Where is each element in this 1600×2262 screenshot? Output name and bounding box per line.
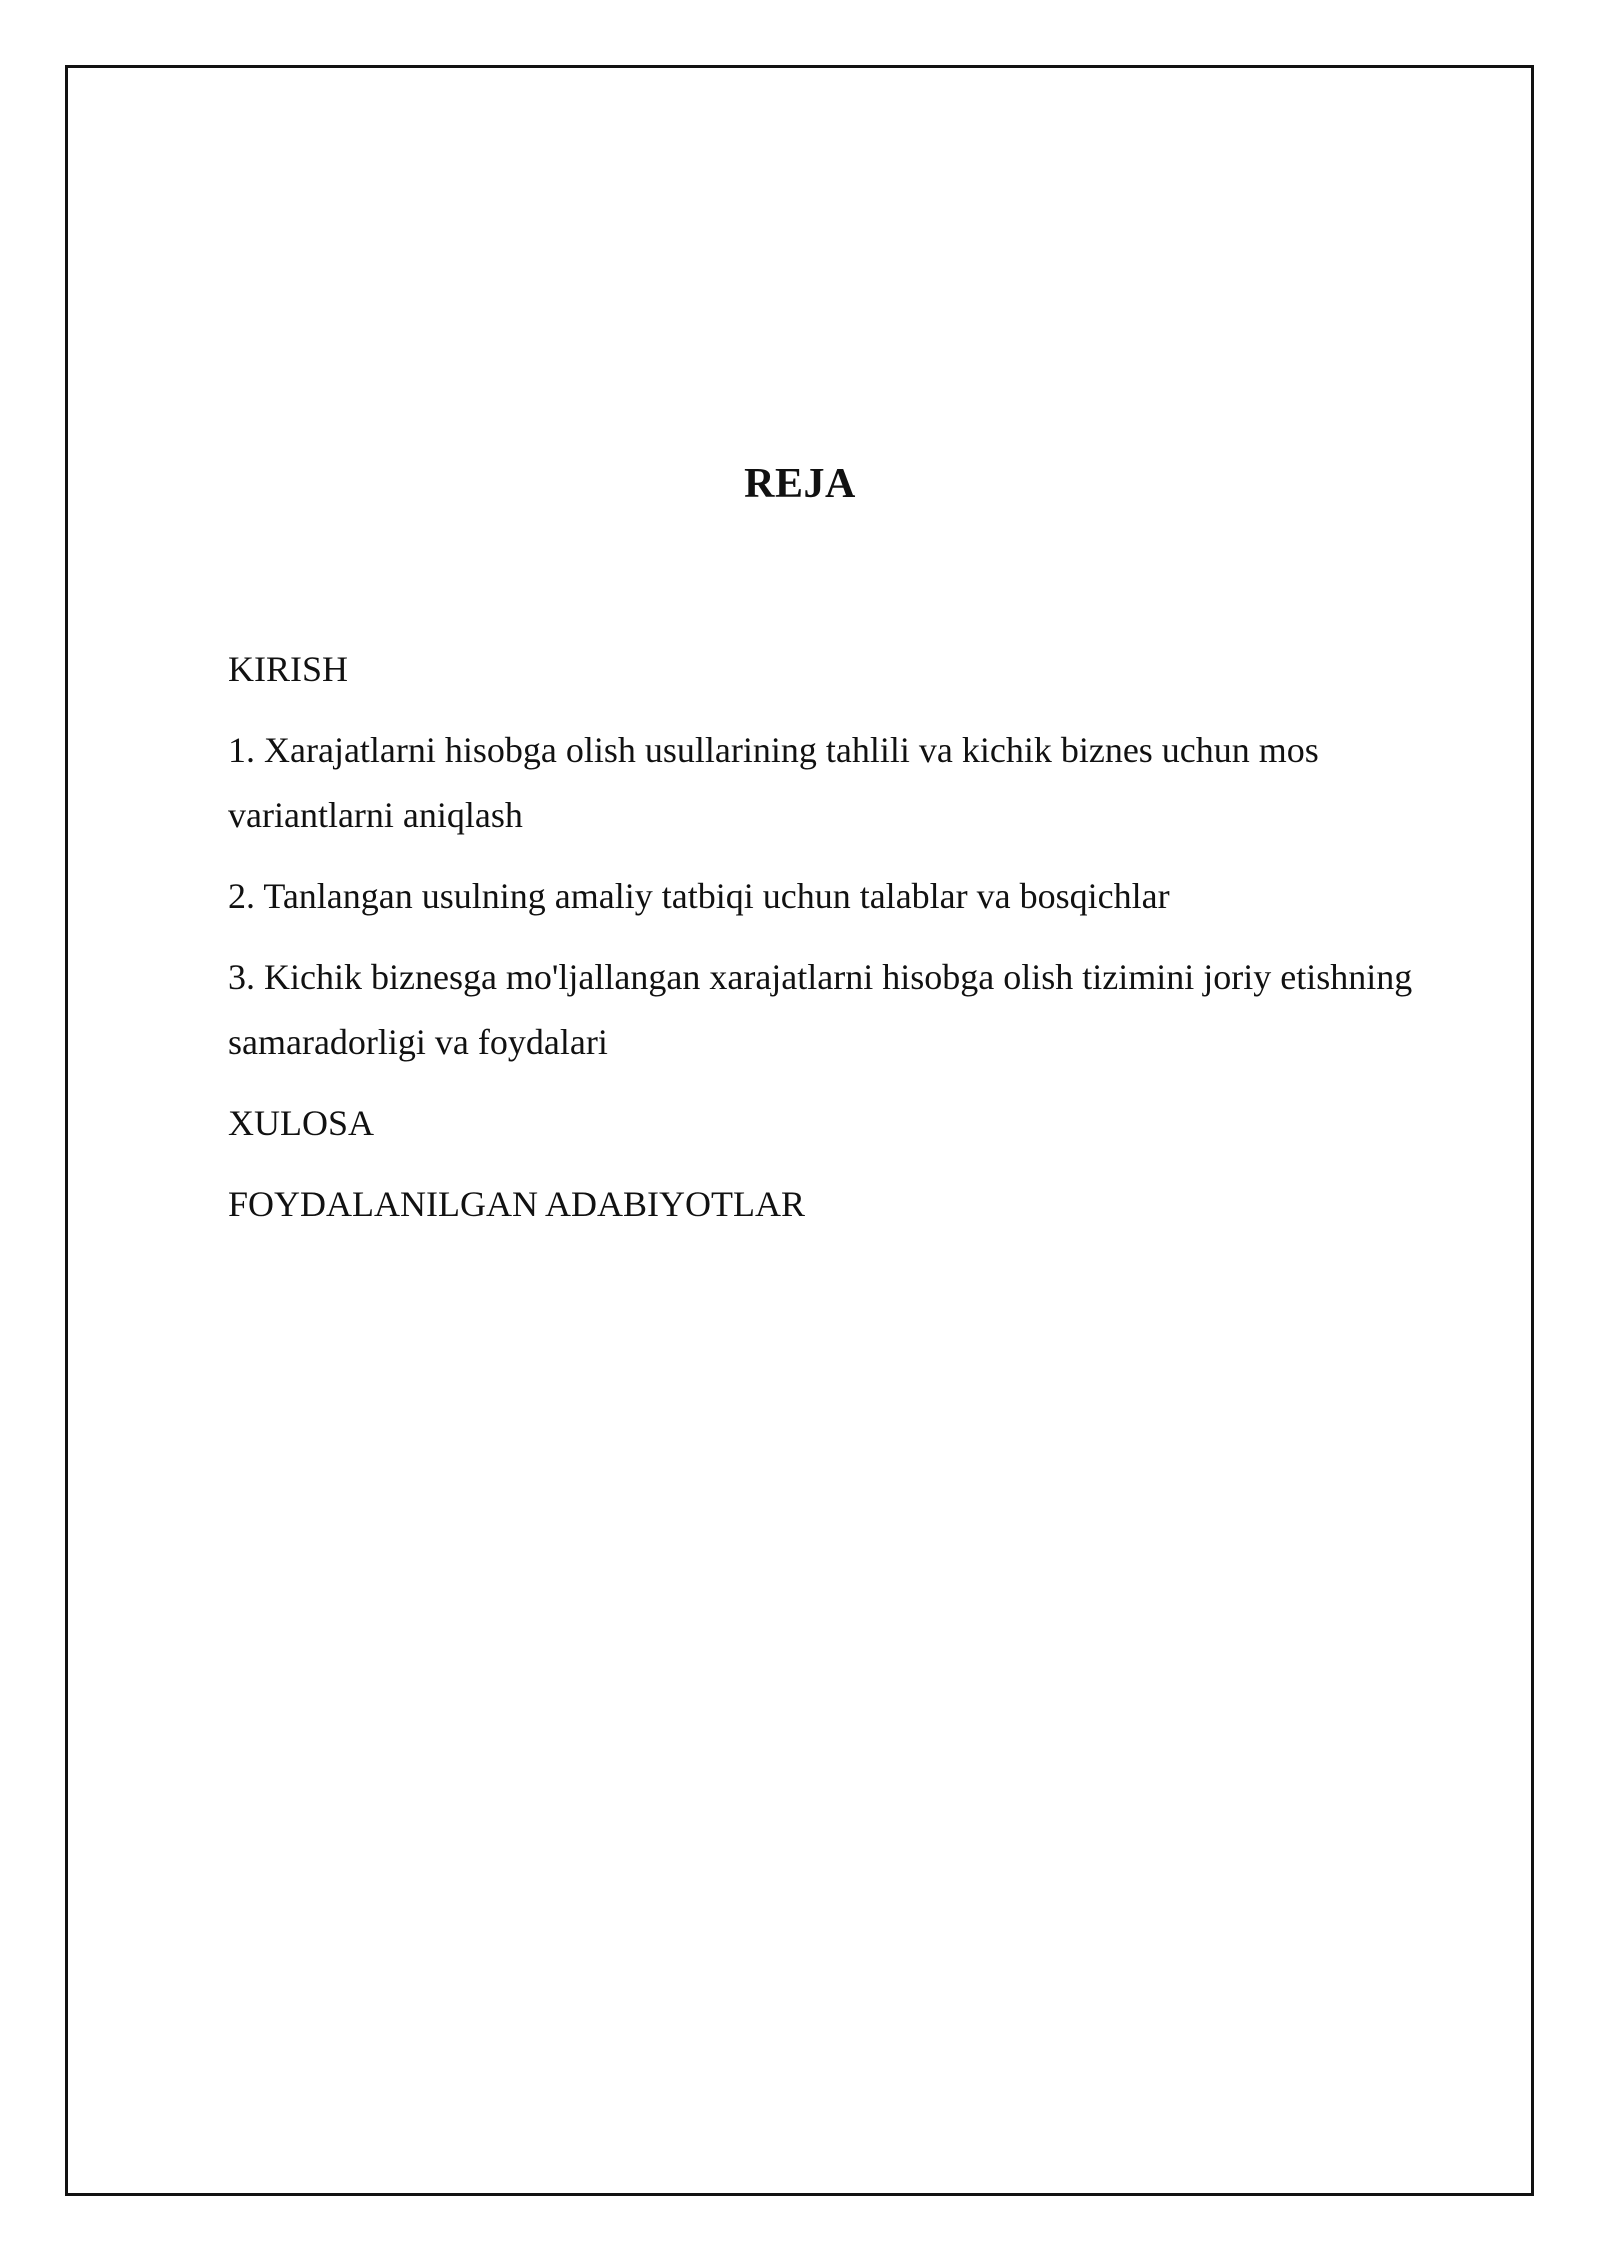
plan-item-introduction: KIRISH xyxy=(228,649,349,689)
page-title: REJA xyxy=(744,461,856,507)
plan-item-section-1: 1. Xarajatlarni hisobga olish usullarining tahlili va kichik biznes uchun mos variantlarni aniqlash xyxy=(228,730,1319,835)
plan-item-section-2: 2. Tanlangan usulning amaliy tatbiqi uchun talablar va bosqichlar xyxy=(228,876,1170,916)
plan-item-references: FOYDALANILGAN ADABIYOTLAR xyxy=(228,1184,805,1224)
plan-list xyxy=(228,637,1473,1253)
plan-item-section-3: 3. Kichik biznesga mo'ljallangan xarajatlarni hisobga olish tizimini joriy etishning samaradorligi va foydalari xyxy=(228,957,1413,1062)
plan-item-conclusion: XULOSA xyxy=(228,1103,375,1143)
